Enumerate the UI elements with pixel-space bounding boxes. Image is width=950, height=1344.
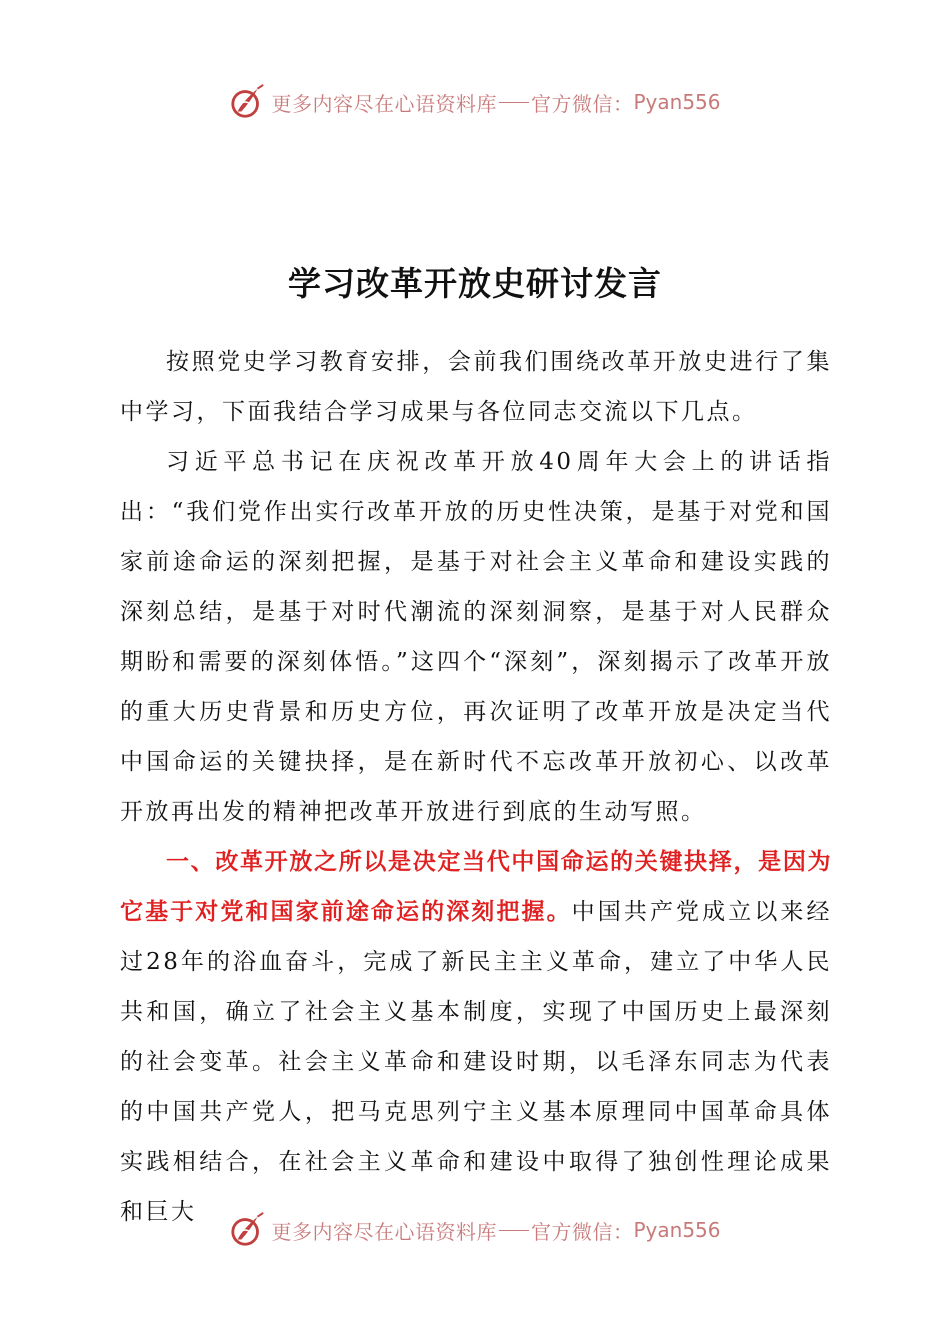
banner-wechat-id: Pyan556: [633, 90, 721, 114]
document-body: [120, 337, 832, 1237]
banner-wechat-label: 官方微信：: [530, 91, 634, 116]
banner-text: 更多内容尽在心语资料库: [271, 91, 497, 116]
quill-logo-icon: [229, 1211, 267, 1249]
section-heading-one: 一、改革开放之所以是决定当代中国命运的关键抉择，是因为它基于对党和国家前途命运的深刻把握。: [120, 848, 832, 925]
paragraph-intro: 按照党史学习教育安排，会前我们围绕改革开放史进行了集中学习，下面我结合学习成果与各位同志交流以下几点。: [120, 349, 832, 425]
document-title: 学习改革开放史研讨发言: [288, 264, 662, 303]
paragraph-quote: 习近平总书记在庆祝改革开放40周年大会上的讲话指出：“我们党作出实行改革开放的历史性决策，是基于对党和国家前途命运的深刻把握，是基于对社会主义革命和建设实践的深刻总结，是基于对时代潮流的深刻洞察，是基于对人民群众期盼和需要的深刻体悟。”这四个“深刻”，深刻揭示了改革开放的重大历史背景和历史方位，再次证明了改革开放是决定当代中国命运的关键抉择，是在新时代不忘改革开放初心、以改革开放再出发的精神把改革开放进行到底的生动写照。: [120, 449, 832, 825]
banner-wechat-id: Pyan556: [633, 1218, 721, 1242]
watermark-banner-bottom: [0, 1208, 950, 1252]
section-one-text: 中国共产党成立以来经过28年的浴血奋斗，完成了新民主主义革命，建立了中华人民共和国，确立了社会主义基本制度，实现了中国历史上最深刻的社会变革。社会主义革命和建设时期，以毛泽东同志为代表的中国共产党人，把马克思列宁主义基本原理同中国革命具体实践相结合，在社会主义革命和建设中取得了独创性理论成果和巨大: [120, 899, 833, 1225]
watermark-banner-top: [0, 80, 950, 124]
banner-text: 更多内容尽在心语资料库: [271, 1219, 497, 1244]
paragraph-section-one: [120, 837, 832, 1237]
banner-separator: [499, 1230, 529, 1231]
banner-wechat-label: 官方微信：: [530, 1219, 634, 1244]
banner-separator: [499, 102, 529, 103]
quill-logo-icon: [229, 83, 267, 121]
